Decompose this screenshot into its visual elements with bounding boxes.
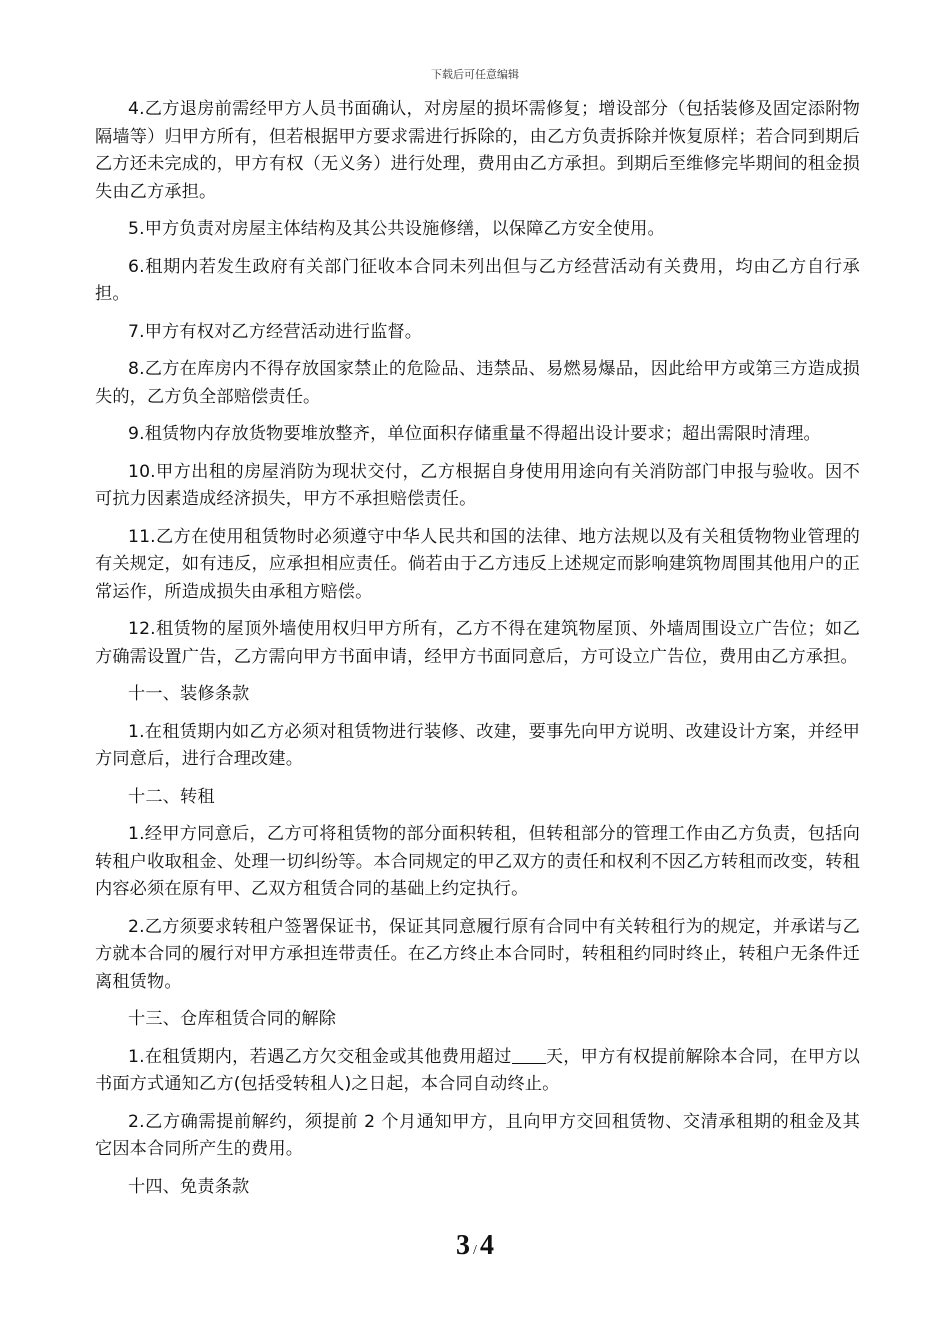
section-12-clause-2: 2.乙方须要求转租户签署保证书，保证其同意履行原有合同中有关转租行为的规定，并承诺与乙方就本合同的履行对甲方承担连带责任。在乙方终止本合同时，转租租约同时终止，转租户无条件迁离租赁物。 — [95, 916, 860, 992]
section-14-title: 十四、免责条款 — [128, 1176, 250, 1197]
section-13-clause-1 — [95, 1044, 860, 1099]
page-number — [0, 1230, 950, 1262]
clause-11: 11.乙方在使用租赁物时必须遵守中华人民共和国的法律、地方法规以及有关租赁物物业管理的有关规定，如有违反，应承担相应责任。倘若由于乙方违反上述规定而影响建筑物周围其他用户的正常运作，所造成损失由承租方赔偿。 — [95, 526, 860, 602]
section-11-clause-1: 1.在租赁期内如乙方必须对租赁物进行装修、改建，要事先向甲方说明、改建设计方案，并经甲方同意后，进行合理改建。 — [95, 721, 860, 769]
clause-6: 6.租期内若发生政府有关部门征收本合同未列出但与乙方经营活动有关费用，均由乙方自行承担。 — [95, 256, 860, 304]
clause-5: 5.甲方负责对房屋主体结构及其公共设施修缮，以保障乙方安全使用。 — [128, 219, 665, 239]
document-body — [95, 96, 860, 1211]
fill-in-blank — [512, 1045, 546, 1064]
section-13-clause-2: 2.乙方确需提前解约，须提前 2 个月通知甲方，且向甲方交回租赁物、交清承租期的租金及其它因本合同所产生的费用。 — [95, 1111, 860, 1159]
clause-8: 8.乙方在库房内不得存放国家禁止的危险品、违禁品、易燃易爆品，因此给甲方或第三方造成损失的，乙方负全部赔偿责任。 — [95, 359, 860, 407]
clause-10: 10.甲方出租的房屋消防为现状交付，乙方根据自身使用用途向有关消防部门申报与验收。因不可抗力因素造成经济损失，甲方不承担赔偿责任。 — [95, 461, 860, 509]
header-note: 下载后可任意编辑 — [431, 68, 519, 81]
clause-9: 9.租赁物内存放货物要堆放整齐，单位面积存储重量不得超出设计要求；超出需限时清理。 — [128, 424, 821, 444]
clause-text-before-blank: 1.在租赁期内，若遇乙方欠交租金或其他费用超过 — [128, 1046, 512, 1067]
page-separator: / — [473, 1243, 477, 1258]
section-13-title: 十三、仓库租赁合同的解除 — [128, 1009, 337, 1029]
section-12-clause-1: 1.经甲方同意后，乙方可将租赁物的部分面积转租，但转租部分的管理工作由乙方负责，包括向转租户收取租金、处理一切纠纷等。本合同规定的甲乙双方的责任和权利不因乙方转租而改变，转租内容必须在原有甲、乙双方租赁合同的基础上约定执行。 — [95, 824, 860, 899]
clause-text-after-blank: 天，甲方有权提前解除本合同，在甲方以书面方式通知乙方(包括受转租人)之日起，本合同自动终止。 — [95, 1046, 860, 1094]
clause-7: 7.甲方有权对乙方经营活动进行监督。 — [128, 321, 423, 342]
clause-4: 4.乙方退房前需经甲方人员书面确认，对房屋的损坏需修复；增设部分（包括装修及固定添附物隔墙等）归甲方所有，但若根据甲方要求需进行拆除的，由乙方负责拆除并恢复原样；若合同到期后乙方还未完成的，甲方有权（无义务）进行处理，费用由乙方承担。到期后至维修完毕期间的租金损失由乙方承担。 — [95, 99, 860, 202]
page-current: 3 — [456, 1230, 471, 1261]
clause-12: 12.租赁物的屋顶外墙使用权归甲方所有，乙方不得在建筑物屋顶、外墙周围设立广告位；如乙方确需设置广告，乙方需向甲方书面申请，经甲方书面同意后，方可设立广告位，费用由乙方承担。 — [95, 619, 860, 667]
section-11-title: 十一、装修条款 — [128, 684, 250, 704]
page-total: 4 — [479, 1230, 494, 1261]
section-12-title: 十二、转租 — [128, 786, 215, 807]
